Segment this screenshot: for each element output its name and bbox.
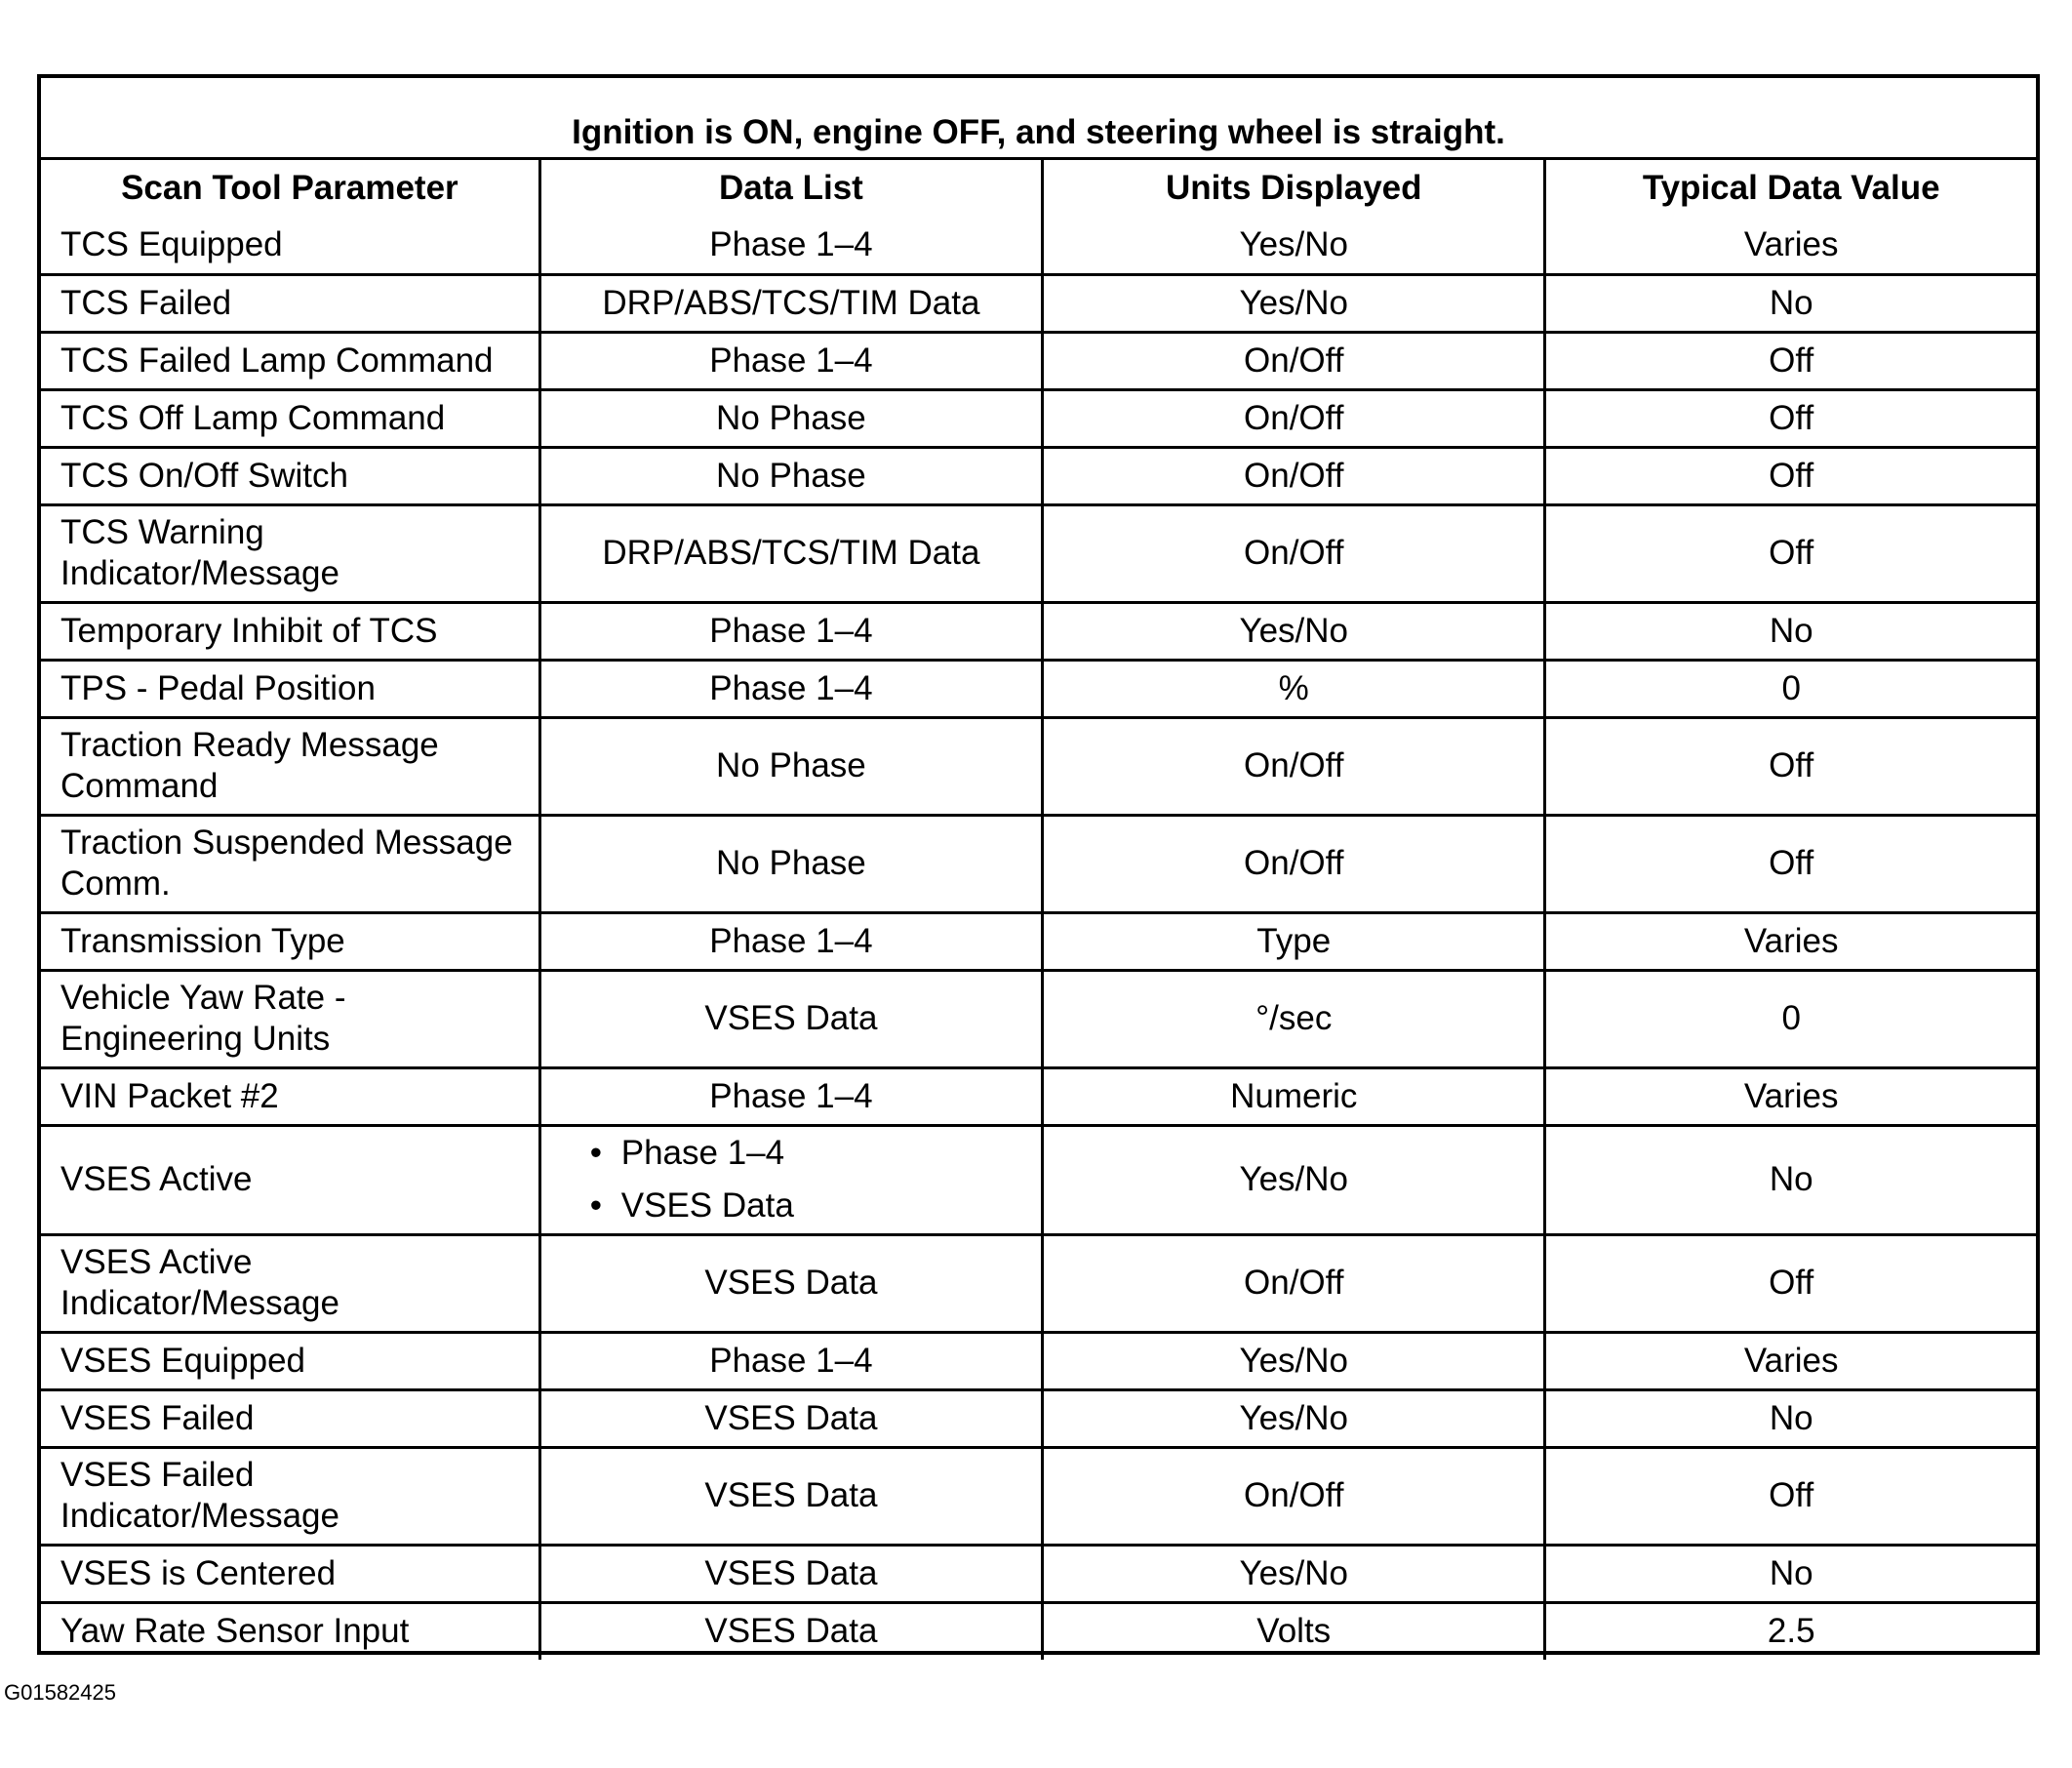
table-row (41, 1234, 2036, 1332)
cell-units: Yes/No (1043, 1389, 1545, 1447)
cell-parameter: TCS Failed Lamp Command (41, 332, 539, 389)
cell-parameter: Temporary Inhibit of TCS (41, 602, 539, 660)
cell-parameter: TCS Failed (41, 274, 539, 332)
cell-parameter: TCS Off Lamp Command (41, 389, 539, 447)
cell-data-list: No Phase (539, 815, 1042, 912)
cell-units: On/Off (1043, 1234, 1545, 1332)
cell-parameter: VSES is Centered (41, 1545, 539, 1602)
cell-parameter: Transmission Type (41, 912, 539, 970)
table-row (41, 1125, 2036, 1234)
cell-parameter: TCS Equipped (41, 217, 539, 274)
scan-tool-data-table (37, 74, 2040, 1655)
table-body (41, 217, 2036, 1660)
table-row (41, 217, 2036, 274)
table-row (41, 1389, 2036, 1447)
cell-parameter: Traction Suspended Message Comm. (41, 815, 539, 912)
table-row (41, 815, 2036, 912)
header-data-list: Data List (539, 159, 1042, 218)
cell-typical-value: Off (1545, 332, 2036, 389)
cell-parameter: VSES Active Indicator/Message (41, 1234, 539, 1332)
table-row (41, 389, 2036, 447)
cell-units: On/Off (1043, 504, 1545, 602)
cell-typical-value: No (1545, 1125, 2036, 1234)
header-scan-tool-parameter: Scan Tool Parameter (41, 159, 539, 218)
cell-parameter: VSES Failed Indicator/Message (41, 1447, 539, 1545)
cell-data-list: VSES Data (539, 970, 1042, 1067)
cell-typical-value: 2.5 (1545, 1602, 2036, 1660)
cell-data-list: DRP/ABS/TCS/TIM Data (539, 504, 1042, 602)
cell-parameter: VSES Active (41, 1125, 539, 1234)
bullet-item (590, 1180, 1041, 1232)
cell-data-list: No Phase (539, 389, 1042, 447)
table-row (41, 1447, 2036, 1545)
cell-typical-value: No (1545, 1389, 2036, 1447)
caption-row (41, 78, 2036, 159)
cell-data-list: VSES Data (539, 1447, 1042, 1545)
cell-units: °/sec (1043, 970, 1545, 1067)
cell-typical-value: Off (1545, 504, 2036, 602)
cell-units: On/Off (1043, 332, 1545, 389)
cell-units: On/Off (1043, 815, 1545, 912)
cell-parameter: Yaw Rate Sensor Input (41, 1602, 539, 1660)
table-row (41, 602, 2036, 660)
cell-parameter: Traction Ready Message Command (41, 717, 539, 815)
cell-units: Yes/No (1043, 1125, 1545, 1234)
cell-units: Yes/No (1043, 602, 1545, 660)
cell-typical-value: Off (1545, 447, 2036, 504)
table-row (41, 1545, 2036, 1602)
cell-typical-value: No (1545, 274, 2036, 332)
cell-data-list: Phase 1–4 (539, 912, 1042, 970)
cell-parameter: VSES Equipped (41, 1332, 539, 1389)
cell-typical-value: Varies (1545, 912, 2036, 970)
cell-data-list: Phase 1–4 (539, 332, 1042, 389)
cell-units: Numeric (1043, 1067, 1545, 1125)
header-row (41, 159, 2036, 218)
cell-typical-value: Off (1545, 1447, 2036, 1545)
cell-parameter: TCS On/Off Switch (41, 447, 539, 504)
cell-data-list: Phase 1–4 (539, 602, 1042, 660)
table-row (41, 970, 2036, 1067)
table-row (41, 1332, 2036, 1389)
cell-typical-value: Varies (1545, 1067, 2036, 1125)
bullet-text: Phase 1–4 (620, 1134, 785, 1172)
cell-typical-value: Off (1545, 717, 2036, 815)
table-row (41, 912, 2036, 970)
bullet-icon: • (589, 1186, 603, 1225)
cell-data-list: Phase 1–4 (539, 660, 1042, 717)
table-row (41, 717, 2036, 815)
cell-units: On/Off (1043, 717, 1545, 815)
cell-units: % (1043, 660, 1545, 717)
cell-units: On/Off (1043, 1447, 1545, 1545)
cell-typical-value: Off (1545, 815, 2036, 912)
cell-data-list: No Phase (539, 717, 1042, 815)
cell-typical-value: 0 (1545, 970, 2036, 1067)
table-row (41, 274, 2036, 332)
cell-typical-value: 0 (1545, 660, 2036, 717)
cell-units: Yes/No (1043, 1332, 1545, 1389)
cell-units: Yes/No (1043, 274, 1545, 332)
cell-data-list: No Phase (539, 447, 1042, 504)
table-row (41, 1602, 2036, 1660)
figure-id: G01582425 (4, 1680, 116, 1705)
cell-parameter: TCS Warning Indicator/Message (41, 504, 539, 602)
cell-units: Volts (1043, 1602, 1545, 1660)
data-list-bullets (541, 1127, 1041, 1232)
data-table (41, 78, 2036, 1660)
cell-data-list: Phase 1–4 (539, 217, 1042, 274)
bullet-item (590, 1127, 1041, 1180)
table-row (41, 332, 2036, 389)
cell-data-list: Phase 1–4 (539, 1067, 1042, 1125)
table-row (41, 447, 2036, 504)
cell-typical-value: No (1545, 1545, 2036, 1602)
cell-units: On/Off (1043, 447, 1545, 504)
bullet-text: VSES Data (620, 1186, 794, 1225)
cell-typical-value: No (1545, 602, 2036, 660)
cell-units: Yes/No (1043, 1545, 1545, 1602)
cell-data-list: VSES Data (539, 1234, 1042, 1332)
cell-typical-value: Off (1545, 1234, 2036, 1332)
table-row (41, 660, 2036, 717)
cell-parameter: Vehicle Yaw Rate - Engineering Units (41, 970, 539, 1067)
cell-data-list: VSES Data (539, 1389, 1042, 1447)
cell-typical-value: Varies (1545, 217, 2036, 274)
cell-parameter: VIN Packet #2 (41, 1067, 539, 1125)
cell-typical-value: Off (1545, 389, 2036, 447)
cell-data-list: VSES Data (539, 1602, 1042, 1660)
cell-units: Yes/No (1043, 217, 1545, 274)
cell-units: Type (1043, 912, 1545, 970)
header-units-displayed: Units Displayed (1043, 159, 1545, 218)
table-caption: Ignition is ON, engine OFF, and steering wheel is straight. (41, 78, 2036, 159)
cell-data-list: DRP/ABS/TCS/TIM Data (539, 274, 1042, 332)
bullet-icon: • (589, 1134, 603, 1172)
table-row (41, 1067, 2036, 1125)
header-typical-data-value: Typical Data Value (1545, 159, 2036, 218)
cell-data-list: VSES Data (539, 1545, 1042, 1602)
cell-parameter: TPS - Pedal Position (41, 660, 539, 717)
cell-parameter: VSES Failed (41, 1389, 539, 1447)
cell-typical-value: Varies (1545, 1332, 2036, 1389)
cell-data-list (539, 1125, 1042, 1234)
table-row (41, 504, 2036, 602)
cell-units: On/Off (1043, 389, 1545, 447)
cell-data-list: Phase 1–4 (539, 1332, 1042, 1389)
